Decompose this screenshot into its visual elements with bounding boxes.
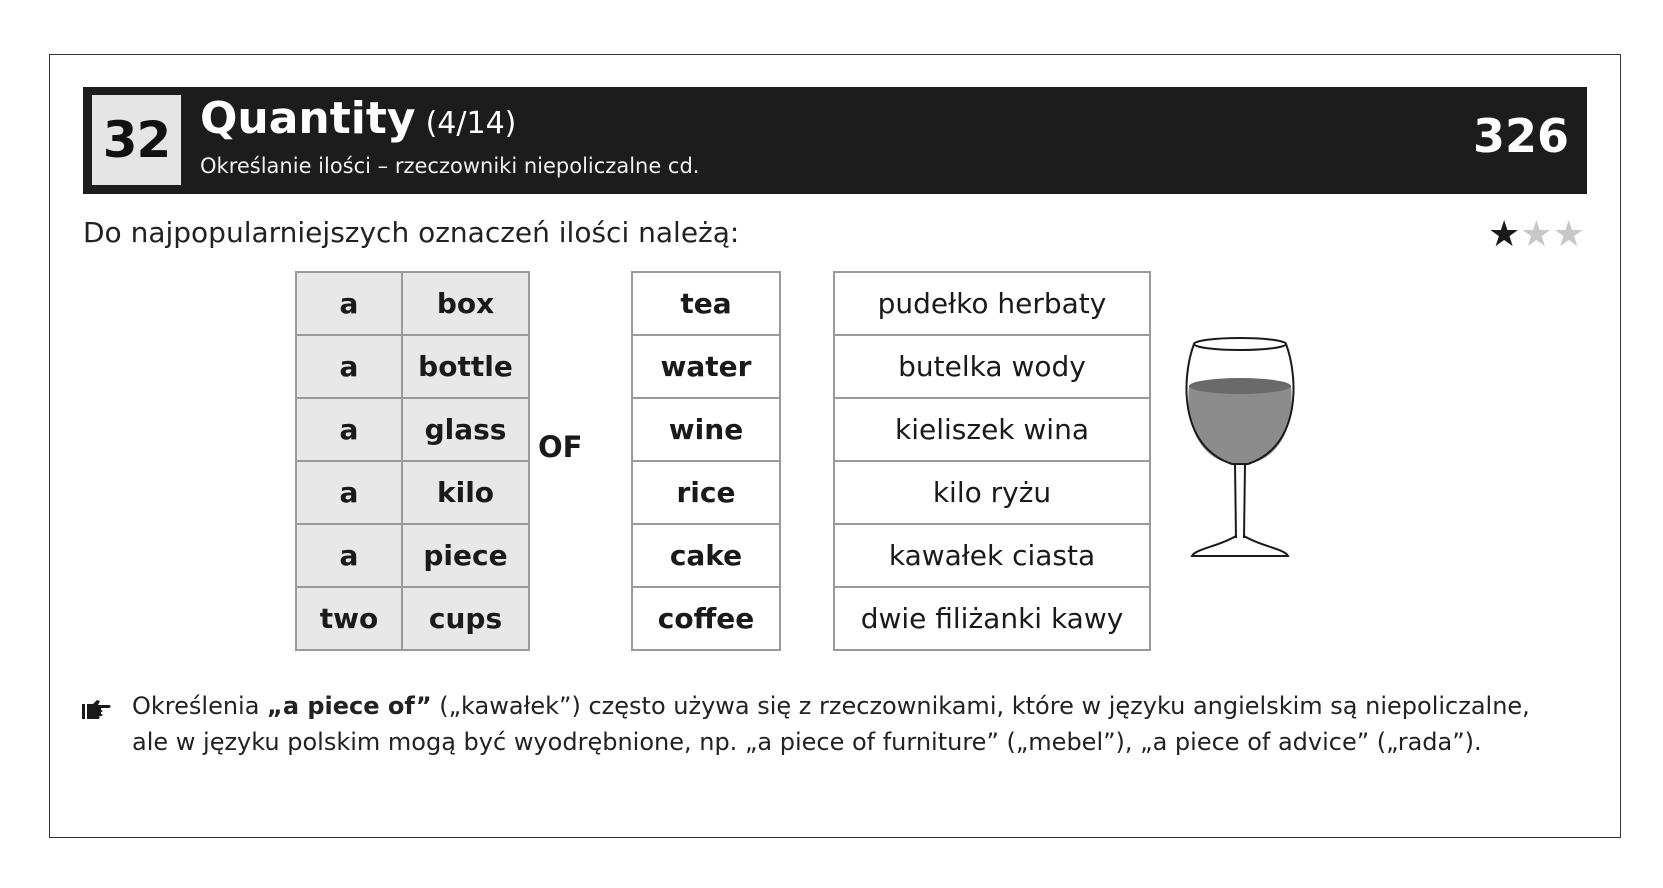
table-row — [632, 398, 780, 461]
translation-cell: butelka wody — [834, 335, 1150, 398]
noun-cell: rice — [632, 461, 780, 524]
translation-table — [833, 271, 1151, 651]
lesson-card — [49, 54, 1621, 838]
unit-subtitle: Określanie ilości – rzeczowniki niepoliczalne cd. — [200, 154, 700, 178]
noun-cell: water — [632, 335, 780, 398]
glass-stem — [1235, 464, 1245, 538]
note-rest: („kawałek”) często używa się z rzeczownikami, które w języku angielskim są niepoliczalne, ale w języku polskim mogą być wyodrębnione, np. „a piece of furniture” („mebel”), „a piece of advice” („rada”). — [132, 692, 1530, 756]
star-empty-icon: ★ — [1520, 214, 1553, 255]
quantity-table — [295, 271, 530, 651]
table-row — [632, 587, 780, 650]
table-row — [834, 272, 1150, 335]
unit-number: 32 — [92, 95, 181, 185]
container-cell: bottle — [402, 335, 529, 398]
difficulty-stars — [1488, 215, 1585, 255]
table-row — [296, 461, 529, 524]
star-filled-icon: ★ — [1488, 214, 1521, 255]
container-cell: piece — [402, 524, 529, 587]
wine-fill — [1188, 386, 1291, 464]
article-cell: a — [296, 335, 402, 398]
noun-cell: cake — [632, 524, 780, 587]
table-row — [632, 335, 780, 398]
container-cell: kilo — [402, 461, 529, 524]
intro-text: Do najpopularniejszych oznaczeń ilości należą: — [83, 216, 740, 249]
table-row — [296, 587, 529, 650]
pointing-hand-icon — [81, 698, 111, 722]
table-row — [296, 272, 529, 335]
note-bold: „a piece of” — [267, 692, 432, 720]
translation-cell: kawałek ciasta — [834, 524, 1150, 587]
table-row — [834, 398, 1150, 461]
table-row — [834, 335, 1150, 398]
note-prefix: Określenia — [132, 692, 268, 720]
article-cell: a — [296, 461, 402, 524]
container-cell: cups — [402, 587, 529, 650]
container-cell: glass — [402, 398, 529, 461]
article-cell: two — [296, 587, 402, 650]
table-row — [296, 524, 529, 587]
translation-cell: pudełko herbaty — [834, 272, 1150, 335]
table-row — [834, 461, 1150, 524]
article-cell: a — [296, 398, 402, 461]
noun-cell: wine — [632, 398, 780, 461]
table-row — [834, 524, 1150, 587]
glass-rim — [1194, 338, 1286, 350]
unit-title-part: (4/14) — [425, 106, 517, 141]
translation-cell: kilo ryżu — [834, 461, 1150, 524]
unit-title-main: Quantity — [200, 93, 416, 144]
translation-cell: dwie filiżanki kawy — [834, 587, 1150, 650]
wine-surface — [1189, 378, 1291, 394]
table-row — [296, 398, 529, 461]
table-row — [834, 587, 1150, 650]
glass-base — [1192, 536, 1288, 556]
container-cell: box — [402, 272, 529, 335]
noun-table — [631, 271, 781, 651]
translation-cell: kieliszek wina — [834, 398, 1150, 461]
wine-glass-icon — [1180, 336, 1300, 561]
table-row — [632, 461, 780, 524]
star-empty-icon: ★ — [1552, 214, 1585, 255]
unit-title — [200, 93, 516, 144]
of-connector: OF — [538, 430, 583, 464]
table-row — [632, 272, 780, 335]
article-cell: a — [296, 524, 402, 587]
page-number: 326 — [1472, 109, 1569, 163]
noun-cell: coffee — [632, 587, 780, 650]
article-cell: a — [296, 272, 402, 335]
table-row — [632, 524, 780, 587]
note-text — [132, 688, 1572, 760]
unit-header — [83, 87, 1587, 194]
noun-cell: tea — [632, 272, 780, 335]
table-row — [296, 335, 529, 398]
